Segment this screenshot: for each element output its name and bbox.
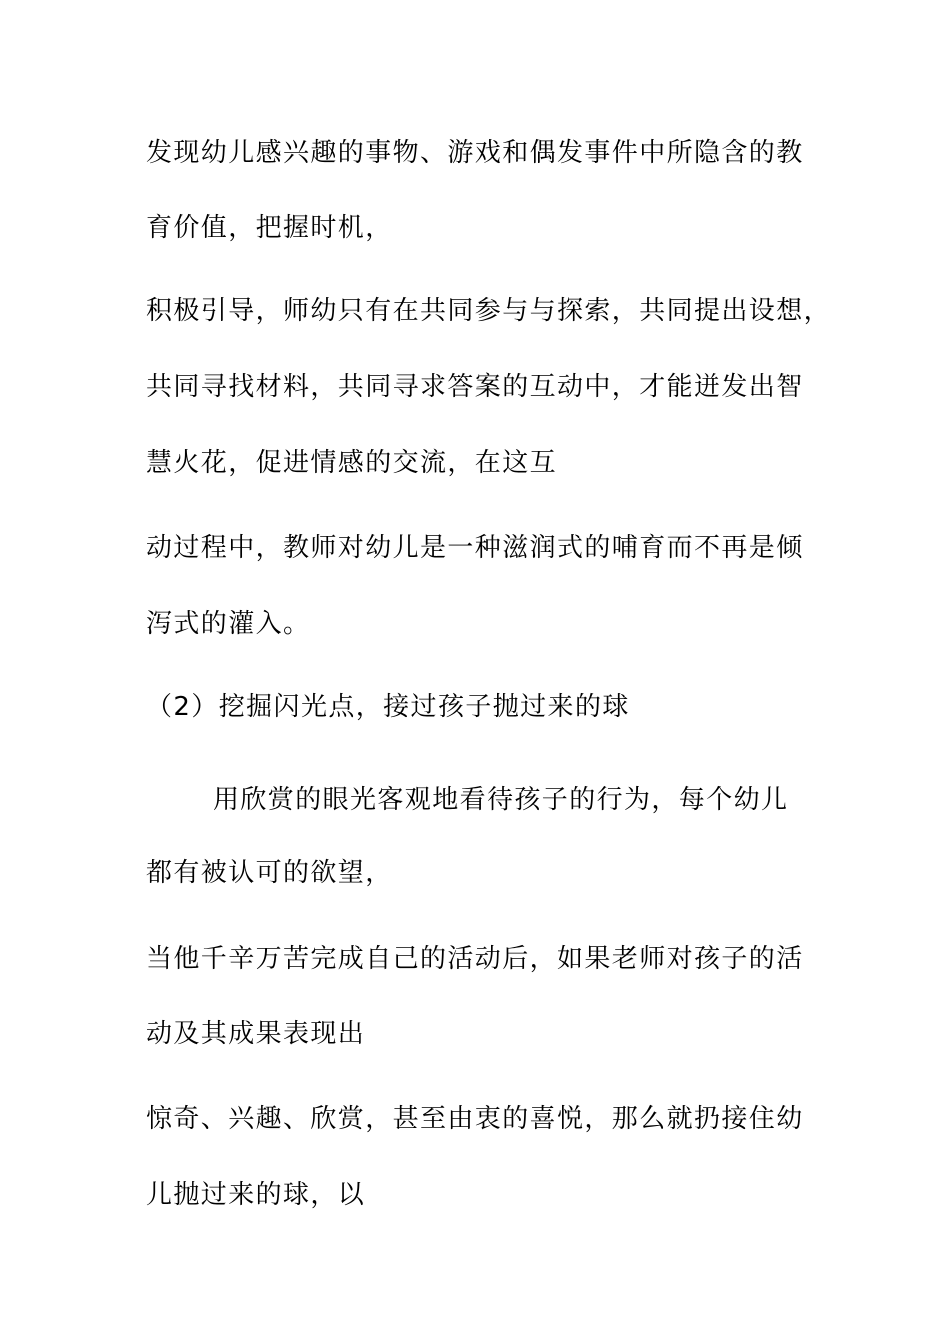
paragraph-line: 泻式的灌入。 (146, 609, 311, 639)
paragraph-line: 都有被认可的欲望， (146, 858, 393, 888)
paragraph-line: 慧火花，促进情感的交流，在这互 (146, 448, 558, 478)
section-heading: （2）挖掘闪光点，接过孩子抛过来的球 (146, 692, 630, 722)
paragraph-line: 动及其成果表现出 (146, 1019, 366, 1049)
paragraph-line: 用欣赏的眼光客观地看待孩子的行为，每个幼儿 (213, 785, 789, 815)
paragraph-line: 育价值，把握时机， (146, 213, 393, 243)
paragraph-line: 发现幼儿感兴趣的事物、游戏和偶发事件中所隐含的教 (146, 138, 804, 168)
paragraph-line: 动过程中，教师对幼儿是一种滋润式的哺育而不再是倾 (146, 533, 804, 563)
paragraph-line: 共同寻找材料，共同寻求答案的互动中，才能迸发出智 (146, 372, 804, 402)
paragraph-line: 当他千辛万苦完成自己的活动后，如果老师对孩子的活 (146, 944, 804, 974)
paragraph-line: 积极引导，师幼只有在共同参与与探索，共同提出设想， (146, 296, 832, 326)
paragraph-line: 儿抛过来的球，以 (146, 1180, 366, 1210)
paragraph-line: 惊奇、兴趣、欣赏，甚至由衷的喜悦，那么就扔接住幼 (146, 1104, 804, 1134)
